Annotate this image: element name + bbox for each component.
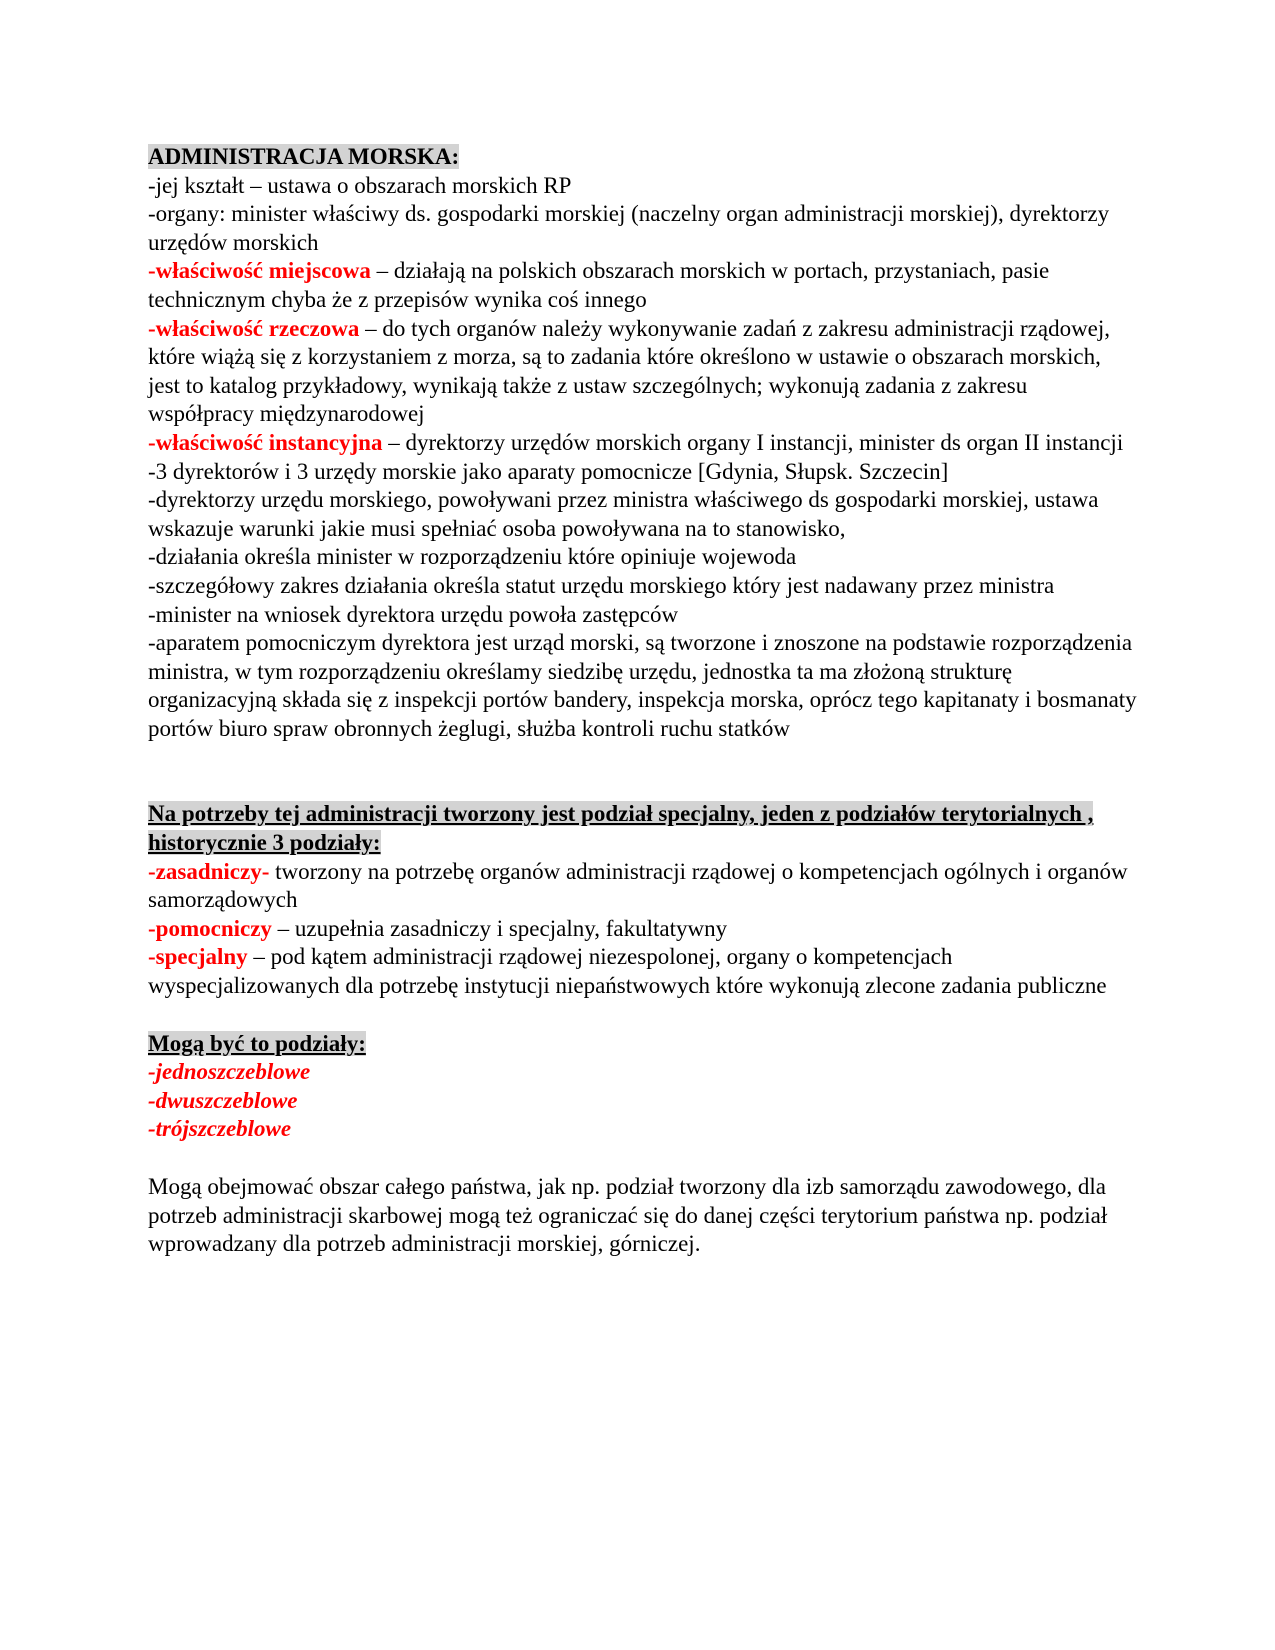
term-specjalny: -specjalny [148,944,248,970]
term-pomocniczy: -pomocniczy [148,915,272,941]
term-zasadniczy: -zasadniczy- [148,858,270,884]
paragraph-zastepcy: -minister na wniosek dyrektora urzędu powoła zastępców [148,601,679,627]
paragraph-dyrektorzy-urzedy: -3 dyrektorów i 3 urzędy morskie jako aparaty pomocnicze [Gdynia, Słupsk. Szczecin] [148,458,949,484]
section-title-podzialy: Mogą być to podziały: [148,1030,366,1056]
paragraph-dyrektorzy-powolywani: -dyrektorzy urzędu morskiego, powoływani przez ministra właściwego ds gospodarki morskiej, ustawa wskazuje warunki jakie musi spełniać osoba powoływana na to stanowisko, [148,487,1099,541]
paragraph-zasadniczy: -zasadniczy- tworzony na potrzebę organów administracji rządowej o kompetencjach ogólnych i organów samorządowych [148,858,1128,913]
list-item-dwuszczeblowe: -dwuszczeblowe [148,1087,298,1113]
term-wlasciwosc-instancyjna: -właściwość instancyjna [148,429,383,455]
paragraph-dzialania: -działania określa minister w rozporządzeniu które opiniuje wojewoda [148,544,797,570]
document-page [148,143,1138,1259]
list-item-trojszczeblowe: -trójszczeblowe [148,1116,292,1142]
term-wlasciwosc-miejscowa: -właściwość miejscowa [148,258,371,284]
section-title-administracja: ADMINISTRACJA MORSKA: [148,144,460,169]
paragraph-pomocniczy: -pomocniczy – uzupełnia zasadniczy i specjalny, fakultatywny [148,915,728,941]
paragraph-obszar: Mogą obejmować obszar całego państwa, jak np. podział tworzony dla izb samorządu zawodowego, dla potrzeb administracji skarbowej mogą też ograniczać się do danej części terytorium państwa np. podział wprowadzany dla potrzeb administracji morskiej, górniczej. [148,1174,1108,1257]
paragraph-statut: -szczegółowy zakres działania określa statut urzędu morskiego który jest nadawany przez ministra [148,572,1055,598]
list-item-jednoszczeblowe: -jednoszczeblowe [148,1059,311,1085]
section-title-podzial-specjalny: Na potrzeby tej administracji tworzony jest podział specjalny, jeden z podziałów terytorialnych , historycznie 3 podziały: [148,801,1094,856]
paragraph-wlasciwosc-miejscowa: -właściwość miejscowa – działają na polskich obszarach morskich w portach, przystaniach, pasie technicznym chyba że z przepisów wynika coś innego [148,258,1050,312]
term-wlasciwosc-rzeczowa: -właściwość rzeczowa [148,315,360,341]
paragraph-wlasciwosc-rzeczowa: -właściwość rzeczowa – do tych organów należy wykonywanie zadań z zakresu administracji rządowej, które wiążą się z korzystaniem z morza, są to zadania które określono w ustawie o obszarach morskich, jest to katalog przykładowy, wynikają także z ustaw szczególnych; wykonują zadania z zakresu współpracy międzynarodowej [148,315,1111,427]
spacer [148,1144,1138,1173]
paragraph-specjalny: -specjalny – pod kątem administracji rządowej niezespolonej, organy o kompetencjach wyspecjalizowanych dla potrzebę instytucji niepaństwowych które wykonują zlecone zadania publiczne [148,944,1107,999]
paragraph-wlasciwosc-instancyjna: -właściwość instancyjna – dyrektorzy urzędów morskich organy I instancji, minister ds organ II instancji [148,429,1124,455]
spacer [148,743,1138,800]
spacer [148,1001,1138,1030]
paragraph-ksztalt: -jej kształt – ustawa o obszarach morskich RP [148,172,572,198]
paragraph-aparat-pomocniczy: -aparatem pomocniczym dyrektora jest urząd morski, są tworzone i znoszone na podstawie rozporządzenia ministra, w tym rozporządzeniu określamy siedzibę urzędu, jednostka ta ma złożoną strukturę organizacyjną składa się z inspekcji portów bandery, inspekcja morska, oprócz tego kapitanaty i bosmanaty portów biuro spraw obronnych żeglugi, służba kontroli ruchu statków [148,630,1137,741]
paragraph-organy: -organy: minister właściwy ds. gospodarki morskiej (naczelny organ administracji morskiej), dyrektorzy urzędów morskich [148,201,1110,255]
